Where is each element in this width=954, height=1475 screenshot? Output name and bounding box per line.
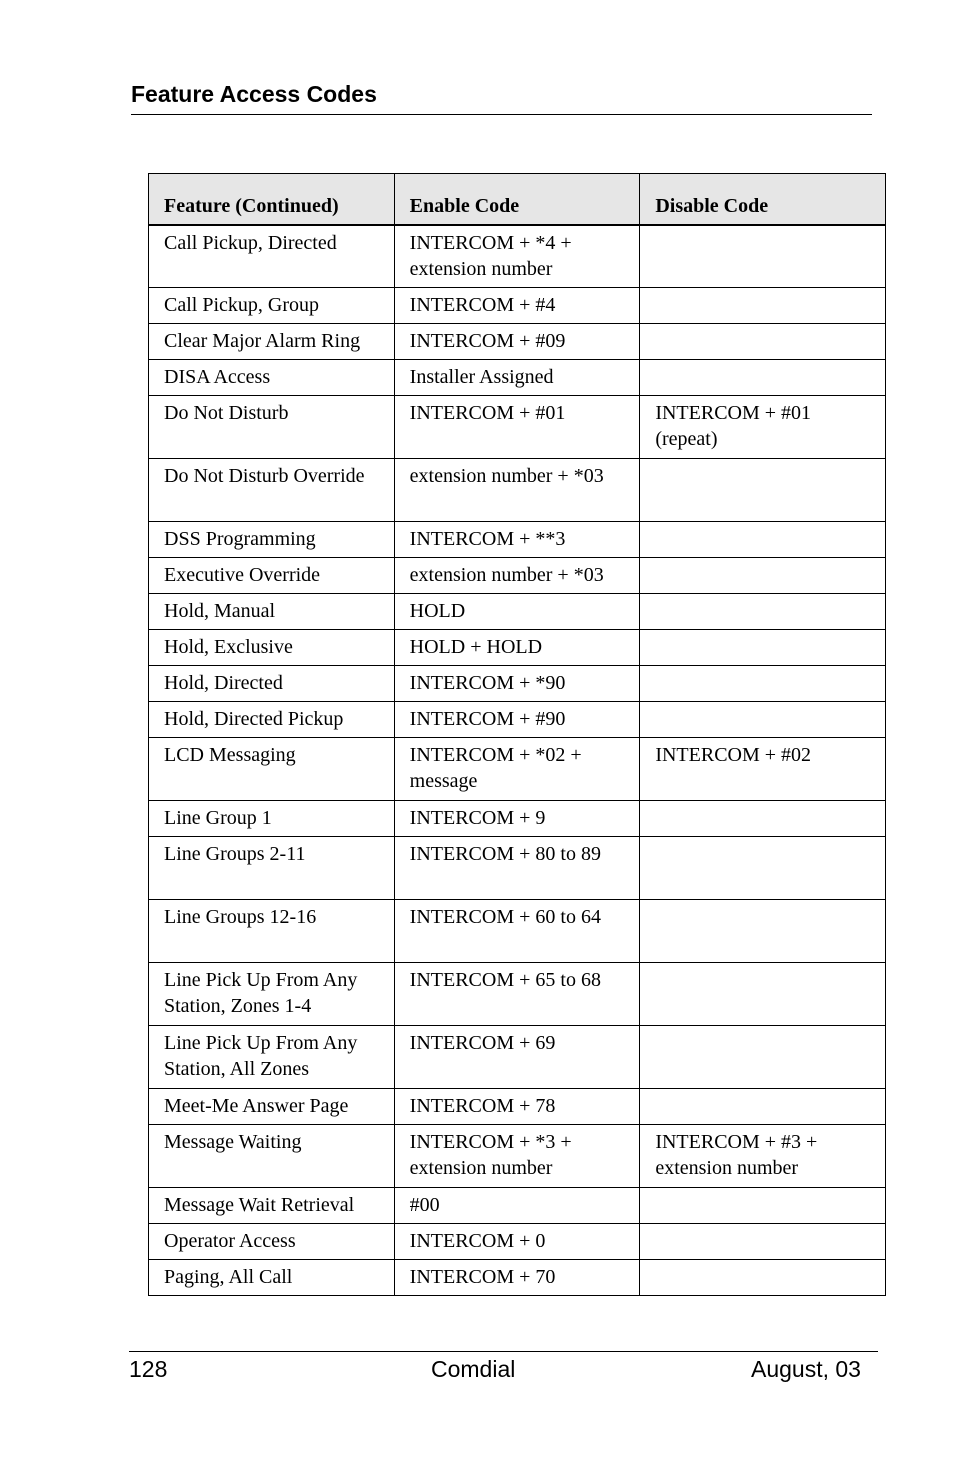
table-row xyxy=(149,1125,886,1188)
enable-code-cell: INTERCOM + **3 xyxy=(394,522,640,558)
column-header-feature: Feature (Continued) xyxy=(149,174,395,225)
feature-cell: Message Wait Retrieval xyxy=(149,1188,395,1224)
table-row xyxy=(149,594,886,630)
disable-code-cell xyxy=(640,801,886,837)
feature-cell: Do Not Disturb Override xyxy=(149,459,395,522)
feature-cell: Line Groups 12-16 xyxy=(149,900,395,963)
feature-cell: Call Pickup, Group xyxy=(149,288,395,324)
enable-code-cell: INTERCOM + 9 xyxy=(394,801,640,837)
feature-cell: Call Pickup, Directed xyxy=(149,225,395,288)
feature-cell: Hold, Directed xyxy=(149,666,395,702)
table-row xyxy=(149,324,886,360)
disable-code-cell xyxy=(640,900,886,963)
table-row xyxy=(149,558,886,594)
feature-cell: Do Not Disturb xyxy=(149,396,395,459)
footer-company: Comdial xyxy=(431,1356,516,1382)
feature-cell: Meet-Me Answer Page xyxy=(149,1089,395,1125)
feature-cell: Line Pick Up From Any Station, Zones 1-4 xyxy=(149,963,395,1026)
header-divider xyxy=(131,114,872,115)
enable-code-cell: Installer Assigned xyxy=(394,360,640,396)
column-header-enable-code: Enable Code xyxy=(394,174,640,225)
table-header-row xyxy=(149,174,886,225)
disable-code-cell xyxy=(640,459,886,522)
feature-cell: DSS Programming xyxy=(149,522,395,558)
feature-cell: Operator Access xyxy=(149,1224,395,1260)
footer-divider xyxy=(129,1351,878,1352)
enable-code-cell: HOLD + HOLD xyxy=(394,630,640,666)
footer-date: August, 03 xyxy=(751,1356,861,1382)
feature-cell: Hold, Exclusive xyxy=(149,630,395,666)
table-row xyxy=(149,522,886,558)
feature-cell: Hold, Manual xyxy=(149,594,395,630)
enable-code-cell: HOLD xyxy=(394,594,640,630)
feature-cell: Line Groups 2-11 xyxy=(149,837,395,900)
disable-code-cell xyxy=(640,522,886,558)
enable-code-cell: extension number + *03 xyxy=(394,459,640,522)
disable-code-cell xyxy=(640,225,886,288)
feature-cell: Line Pick Up From Any Station, All Zones xyxy=(149,1026,395,1089)
disable-code-cell xyxy=(640,1224,886,1260)
table-row xyxy=(149,738,886,801)
disable-code-cell xyxy=(640,558,886,594)
table-row xyxy=(149,396,886,459)
table-row xyxy=(149,630,886,666)
enable-code-cell: INTERCOM + #90 xyxy=(394,702,640,738)
disable-code-cell xyxy=(640,630,886,666)
enable-code-cell: INTERCOM + 0 xyxy=(394,1224,640,1260)
disable-code-cell: INTERCOM + #01 (repeat) xyxy=(640,396,886,459)
disable-code-cell xyxy=(640,594,886,630)
disable-code-cell xyxy=(640,1260,886,1296)
enable-code-cell: INTERCOM + #4 xyxy=(394,288,640,324)
enable-code-cell: INTERCOM + *4 + extension number xyxy=(394,225,640,288)
enable-code-cell: INTERCOM + 70 xyxy=(394,1260,640,1296)
page-number: 128 xyxy=(129,1356,168,1382)
enable-code-cell: extension number + *03 xyxy=(394,558,640,594)
enable-code-cell: INTERCOM + 78 xyxy=(394,1089,640,1125)
table-row xyxy=(149,225,886,288)
enable-code-cell: INTERCOM + #01 xyxy=(394,396,640,459)
table-row xyxy=(149,459,886,522)
disable-code-cell xyxy=(640,288,886,324)
table-row xyxy=(149,702,886,738)
disable-code-cell xyxy=(640,702,886,738)
table-row xyxy=(149,1188,886,1224)
feature-cell: Hold, Directed Pickup xyxy=(149,702,395,738)
disable-code-cell xyxy=(640,324,886,360)
enable-code-cell: INTERCOM + 65 to 68 xyxy=(394,963,640,1026)
table-row xyxy=(149,900,886,963)
table-row xyxy=(149,666,886,702)
table-row xyxy=(149,1026,886,1089)
enable-code-cell: INTERCOM + *3 + extension number xyxy=(394,1125,640,1188)
feature-cell: LCD Messaging xyxy=(149,738,395,801)
table-row xyxy=(149,837,886,900)
table-row xyxy=(149,801,886,837)
disable-code-cell: INTERCOM + #02 xyxy=(640,738,886,801)
enable-code-cell: INTERCOM + 69 xyxy=(394,1026,640,1089)
table-row xyxy=(149,1260,886,1296)
table-row xyxy=(149,288,886,324)
disable-code-cell xyxy=(640,666,886,702)
enable-code-cell: INTERCOM + *02 + message xyxy=(394,738,640,801)
page-header-title: Feature Access Codes xyxy=(131,81,377,107)
feature-cell: Paging, All Call xyxy=(149,1260,395,1296)
enable-code-cell: #00 xyxy=(394,1188,640,1224)
feature-cell: Clear Major Alarm Ring xyxy=(149,324,395,360)
disable-code-cell xyxy=(640,1089,886,1125)
disable-code-cell xyxy=(640,1188,886,1224)
feature-codes-table xyxy=(148,173,886,1296)
enable-code-cell: INTERCOM + #09 xyxy=(394,324,640,360)
table-row xyxy=(149,1089,886,1125)
feature-cell: Executive Override xyxy=(149,558,395,594)
disable-code-cell xyxy=(640,360,886,396)
disable-code-cell xyxy=(640,1026,886,1089)
table-row xyxy=(149,360,886,396)
table-row xyxy=(149,963,886,1026)
feature-cell: DISA Access xyxy=(149,360,395,396)
column-header-disable-code: Disable Code xyxy=(640,174,886,225)
disable-code-cell: INTERCOM + #3 + extension number xyxy=(640,1125,886,1188)
table-row xyxy=(149,1224,886,1260)
disable-code-cell xyxy=(640,963,886,1026)
feature-cell: Line Group 1 xyxy=(149,801,395,837)
enable-code-cell: INTERCOM + 60 to 64 xyxy=(394,900,640,963)
disable-code-cell xyxy=(640,837,886,900)
enable-code-cell: INTERCOM + 80 to 89 xyxy=(394,837,640,900)
enable-code-cell: INTERCOM + *90 xyxy=(394,666,640,702)
feature-cell: Message Waiting xyxy=(149,1125,395,1188)
